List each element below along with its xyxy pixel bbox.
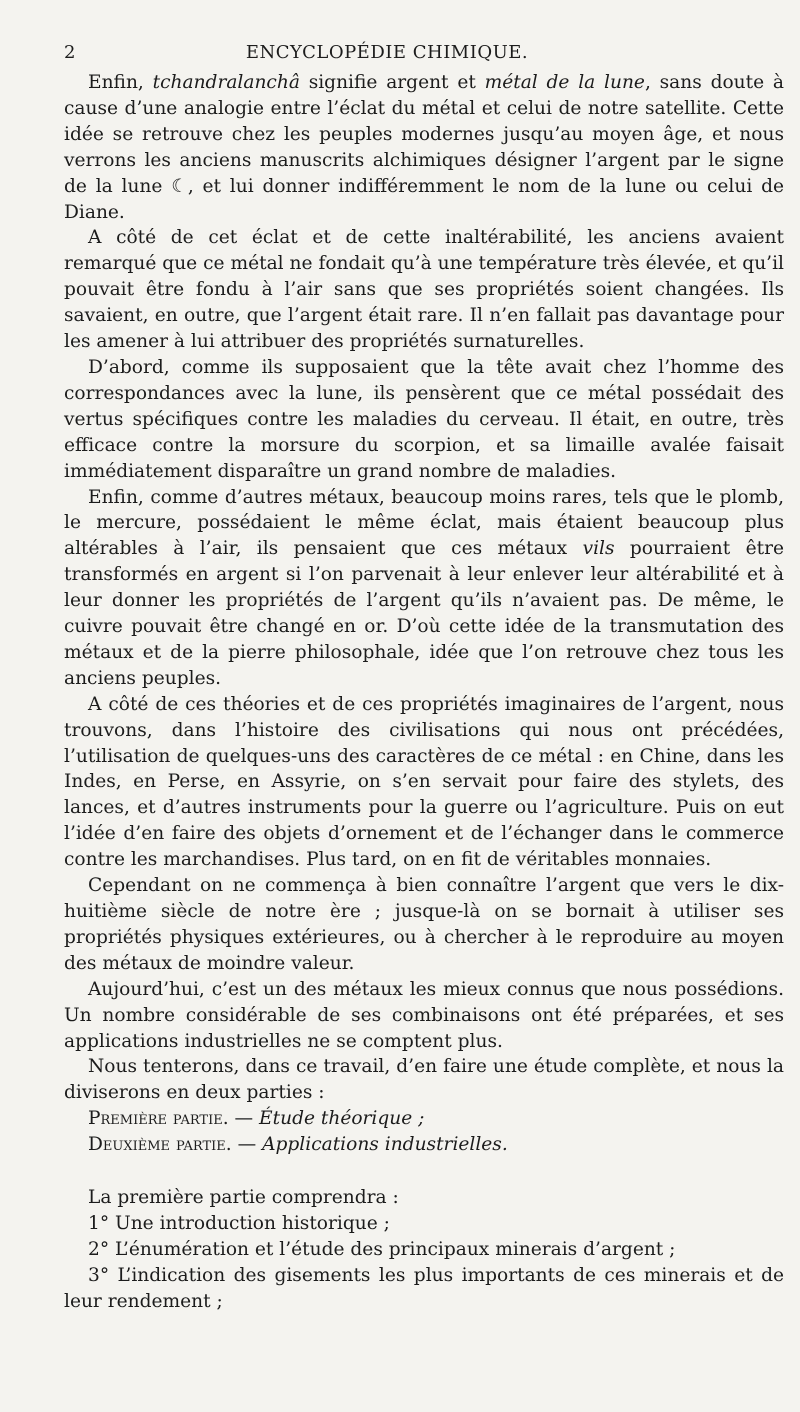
paragraph xyxy=(64,70,784,225)
list-item: 3° L’indication des gisements les plus importants de ces minerais et de leur rendement ; xyxy=(64,1264,784,1312)
paragraph xyxy=(64,485,784,692)
separator: — xyxy=(231,1134,263,1156)
italic-term: tchandralanchâ xyxy=(152,72,300,93)
text-run: signifie argent et xyxy=(299,72,485,93)
spacer xyxy=(64,1158,784,1185)
list-item: 2° L’énumération et l’étude des principaux minerais d’argent ; xyxy=(88,1238,676,1260)
page-number: 2 xyxy=(64,42,76,63)
paragraph: Nous tenterons, dans ce travail, d’en faire une étude complète, et nous la diviserons en deux parties : xyxy=(64,1056,784,1104)
text-run: Enfin, comme d’autres métaux, beaucoup moins rares, tels que le plomb, le mercure, possédaient le même éclat, mais étaient beaucoup plus altérables à l’air, ils pensaient que ces métaux xyxy=(64,486,784,560)
paragraph: Aujourd’hui, c’est un des métaux les mieux connus que nous possédions. Un nombre considérable de ses combinaisons ont été préparées, et ses applications industrielles ne se comptent plus. xyxy=(64,978,784,1052)
italic-term: métal de la lune xyxy=(484,72,645,93)
italic-term: vils xyxy=(582,538,615,560)
paragraph: A côté de cet éclat et de cette inaltérabilité, les anciens avaient remarqué que ce métal ne fondait qu’à une température très élevée, et qu’il pouvait être fondu à l’air sans que ses propriétés soient changées. Ils savaient, en outre, que l’argent était rare. Il n’en fallait pas davantage pour les amener à lui attribuer des propriétés surnaturelles. xyxy=(64,227,784,353)
part-two-line xyxy=(64,1132,784,1158)
plan-intro: La première partie comprendra : xyxy=(88,1187,399,1209)
part-two-label: Deuxième partie. xyxy=(88,1134,232,1156)
body-text xyxy=(64,70,784,1315)
page-header xyxy=(64,42,770,66)
part-one-title: Étude théorique ; xyxy=(259,1108,425,1130)
running-title: ENCYCLOPÉDIE CHIMIQUE. xyxy=(245,42,529,63)
paragraph: Cependant on ne commença à bien connaître l’argent que vers le dix-huitième siècle de notre ère ; jusque-là on se bornait à utiliser ses propriétés physiques extérieures, ou à chercher à le reproduire au moyen des métaux de moindre valeur. xyxy=(64,875,784,974)
paragraph: A côté de ces théories et de ces propriétés imaginaires de l’argent, nous trouvons, dans l’histoire des civilisations qui nous ont précédées, l’utilisation de quelques-uns des caractères de ce métal : en Chine, dans les Indes, en Perse, en Assyrie, on s’en servait pour faire des stylets, des lances, et d’autres instruments pour la guerre ou l’agriculture. Puis on eut l’idée d’en faire des objets d’ornement et de l’échanger dans le commerce contre les marchandises. Plus tard, on en fit de véritables monnaies. xyxy=(64,693,784,871)
text-run: Enfin, xyxy=(88,72,153,93)
part-one-line xyxy=(64,1106,784,1132)
list-item: 1° Une introduction historique ; xyxy=(88,1212,390,1234)
text-run: , sans doute à cause d’une analogie entre l’éclat du métal et celui de notre satellite. Cette idée se retrouve chez les peuples modernes jusqu’au moyen âge, et nous verrons les anciens manuscrits alchimiques désigner l’argent par le signe de la lune ☾, et lui donner indifféremment le nom de la lune ou celui de Diane. xyxy=(64,72,784,223)
part-two-title: Applications industrielles. xyxy=(262,1134,508,1156)
text-run: pourraient être transformés en argent si l’on parvenait à leur enlever leur altérabilité et à leur donner les propriétés de l’argent qu’ils n’avaient pas. De même, le cuivre pouvait être changé en or. D’où cette idée de la transmutation des métaux et de la pierre philosophale, idée que l’on retrouve chez tous les anciens peuples. xyxy=(64,538,784,689)
plan-list xyxy=(64,1185,784,1315)
separator: — xyxy=(228,1108,260,1130)
paragraph: D’abord, comme ils supposaient que la tête avait chez l’homme des correspondances avec la lune, ils pensèrent que ce métal possédait des vertus spécifiques contre les maladies du cerveau. Il était, en outre, très efficace contre la morsure du scorpion, et sa limaille avalée faisait immédiatement disparaître un grand nombre de maladies. xyxy=(64,356,784,482)
part-one-label: Première partie. xyxy=(88,1108,229,1130)
